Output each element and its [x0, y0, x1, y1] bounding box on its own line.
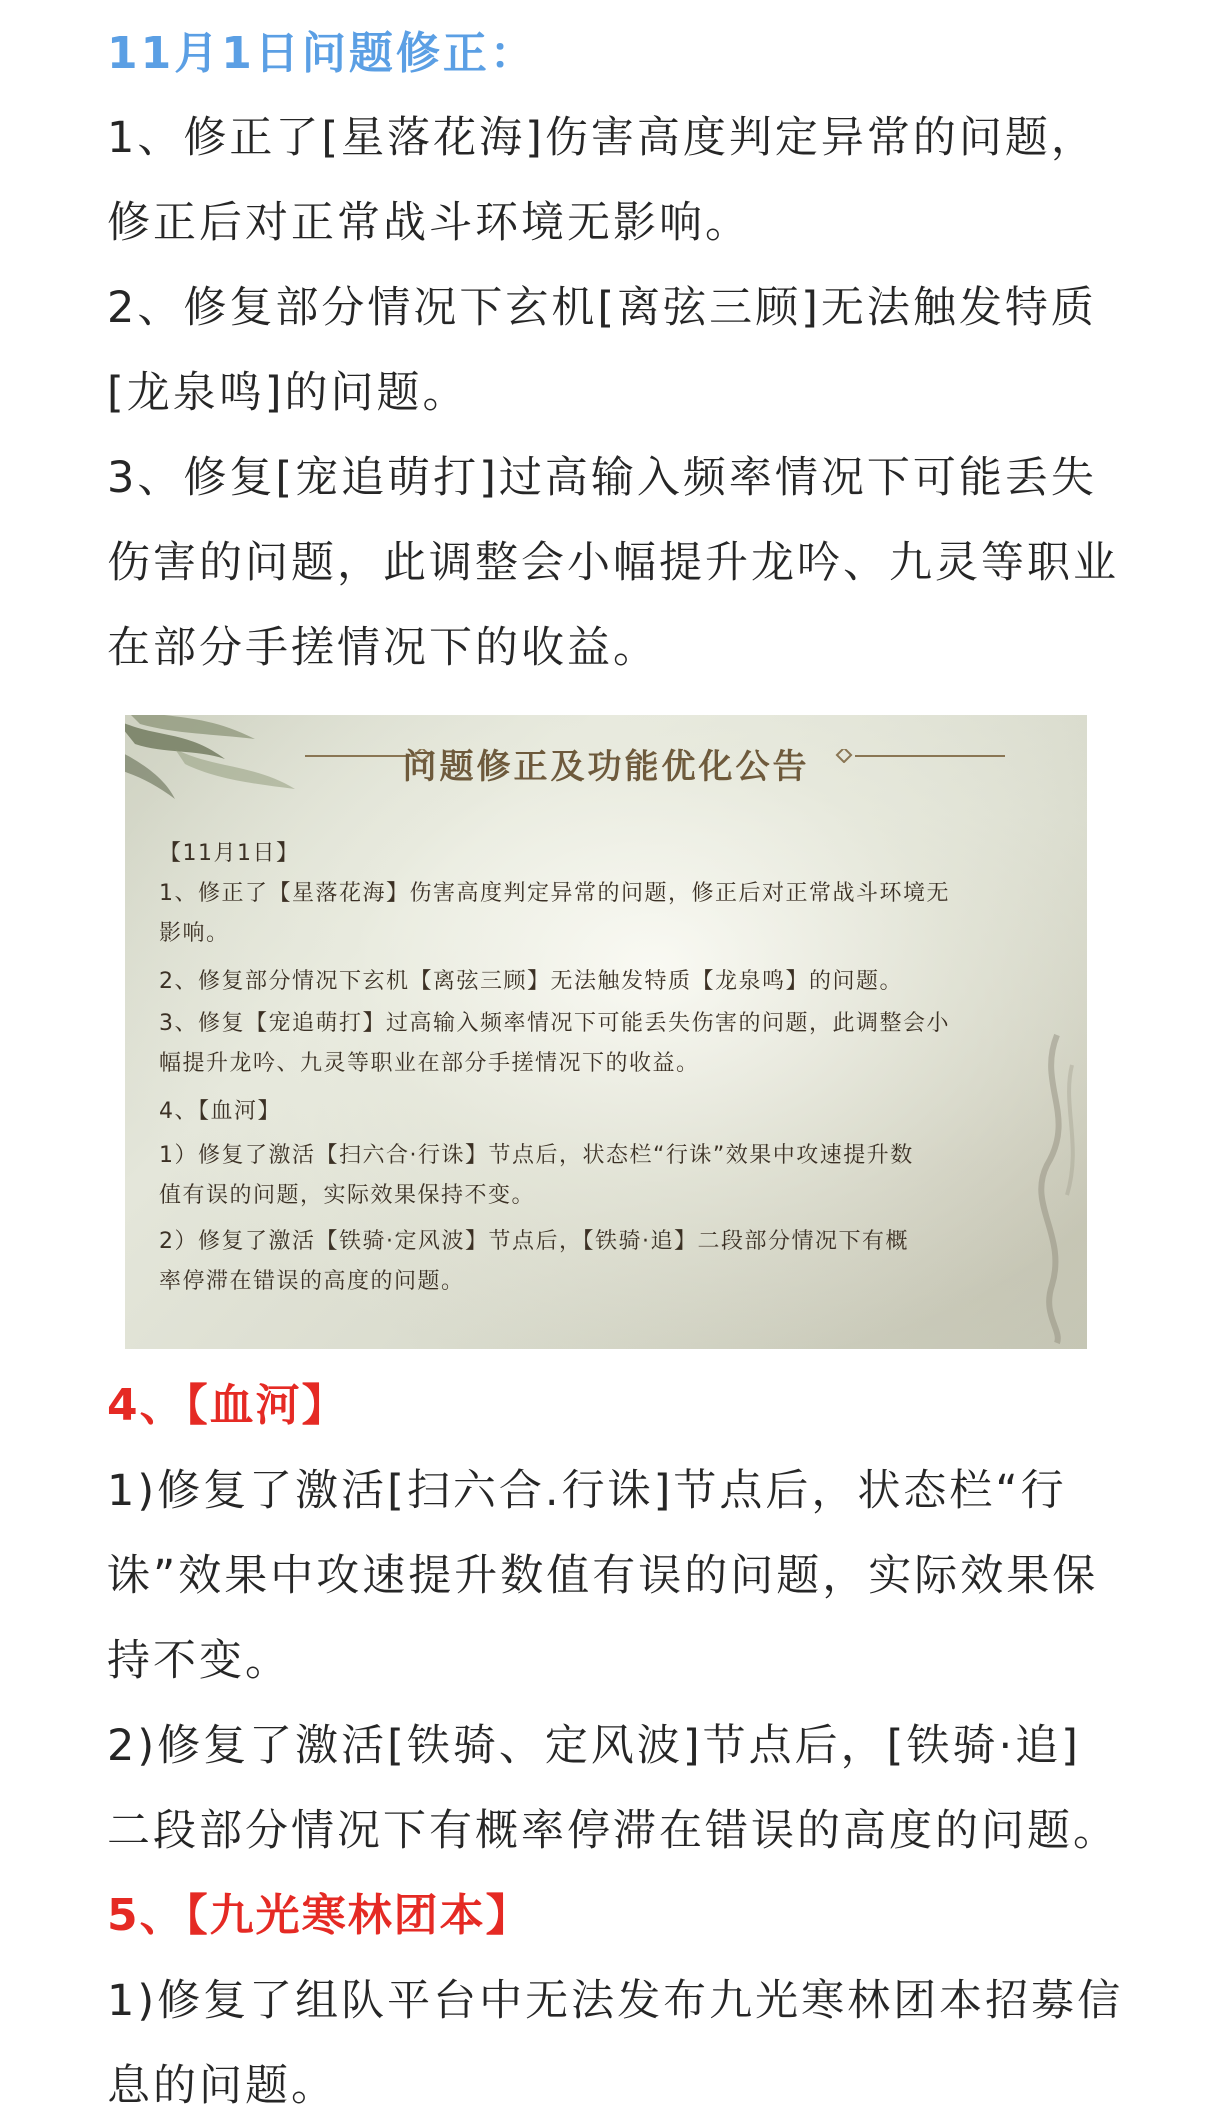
fix-3-line-3: 在部分手搓情况下的收益。 — [107, 623, 659, 673]
notice-line: 率停滞在错误的高度的问题。 — [159, 1269, 465, 1294]
notice-title: 问题修正及功能优化公告 — [402, 747, 810, 787]
notice-line: 2）修复了激活【铁骑·定风波】节点后，【铁骑·追】二段部分情况下有概 — [159, 1229, 909, 1254]
fix-3-line-2: 伤害的问题，此调整会小幅提升龙吟、九灵等职业 — [107, 538, 1119, 588]
brush-stroke-decoration-icon — [1017, 1025, 1087, 1345]
fix-2-line-2: [龙泉鸣]的问题。 — [107, 368, 469, 418]
notice-line: 3、修复【宠追萌打】过高输入频率情况下可能丢失伤害的问题，此调整会小 — [159, 1011, 950, 1036]
section-5-line-2: 息的问题。 — [107, 2061, 337, 2111]
section-4-line-3: 持不变。 — [107, 1636, 291, 1686]
section-4-line-1: 1)修复了激活[扫六合.行诛]节点后，状态栏“行 — [107, 1466, 1067, 1516]
date-heading: 11月1日问题修正： — [107, 28, 537, 79]
fix-2-line-1: 2、修复部分情况下玄机[离弦三顾]无法触发特质 — [107, 283, 1097, 333]
notice-title-row — [125, 725, 1087, 787]
notice-line: 4、【血河】 — [159, 1099, 281, 1124]
notice-line: 2、修复部分情况下玄机【离弦三顾】无法触发特质【龙泉鸣】的问题。 — [159, 969, 903, 994]
notice-line: 【11月1日】 — [159, 841, 300, 866]
fix-1-line-2: 修正后对正常战斗环境无影响。 — [107, 198, 751, 248]
fix-3-line-1: 3、修复[宠追萌打]过高输入频率情况下可能丢失 — [107, 453, 1097, 503]
section-4-heading: 4、【血河】 — [107, 1380, 348, 1431]
notice-line: 影响。 — [159, 921, 230, 946]
section-4-line-2: 诛”效果中攻速提升数值有误的问题，实际效果保 — [107, 1551, 1099, 1601]
notice-line: 1、修正了【星落花海】伤害高度判定异常的问题，修正后对正常战斗环境无 — [159, 881, 950, 906]
section-5-heading: 5、【九光寒林团本】 — [107, 1890, 532, 1941]
section-4-line-4: 2)修复了激活[铁骑、定风波]节点后，[铁骑·追] — [107, 1721, 1081, 1771]
title-ornament-right-icon — [835, 749, 1005, 763]
notice-image — [125, 715, 1087, 1349]
notice-line: 值有误的问题，实际效果保持不变。 — [159, 1183, 536, 1208]
notice-line: 幅提升龙吟、九灵等职业在部分手搓情况下的收益。 — [159, 1051, 700, 1076]
section-5-line-1: 1)修复了组队平台中无法发布九光寒林团本招募信 — [107, 1976, 1124, 2026]
section-4-line-5: 二段部分情况下有概率停滞在错误的高度的问题。 — [107, 1806, 1119, 1856]
notice-line: 1）修复了激活【扫六合·行诛】节点后，状态栏“行诛”效果中攻速提升数 — [159, 1143, 914, 1168]
fix-1-line-1: 1、修正了[星落花海]伤害高度判定异常的问题， — [107, 113, 1097, 163]
